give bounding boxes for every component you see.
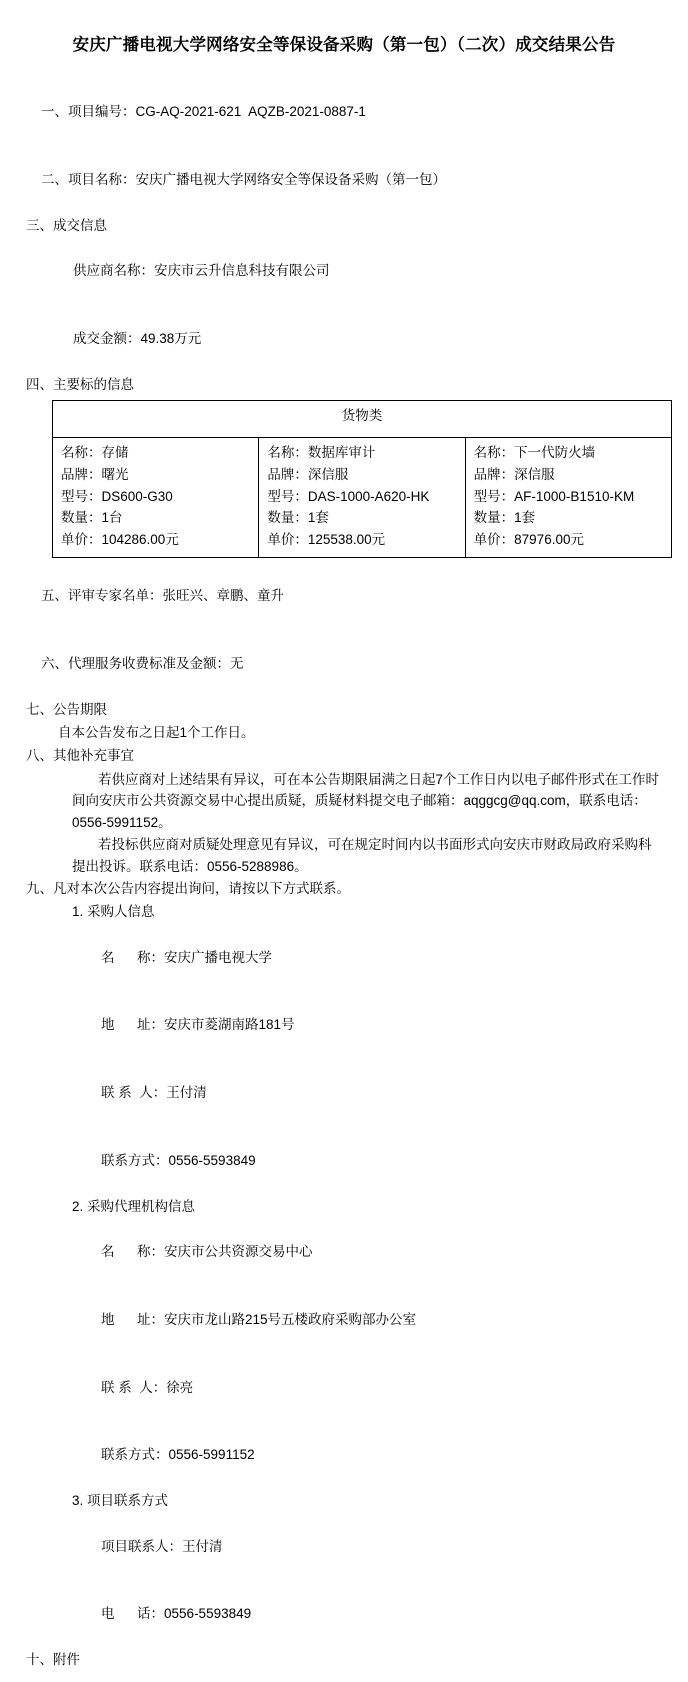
supplier-name-value: 安庆市云升信息科技有限公司 xyxy=(154,263,330,279)
item-2-price-value: 125538.00元 xyxy=(307,532,386,548)
item-2-brand-label: 品牌： xyxy=(267,466,308,482)
section-project-name xyxy=(26,147,662,214)
item-3-name-label: 名称： xyxy=(473,444,515,460)
item-1-model xyxy=(61,486,250,508)
item-2-qty xyxy=(267,507,456,529)
item-2-qty-value: 1套 xyxy=(307,510,329,526)
goods-cell-item-2 xyxy=(259,437,465,557)
item-3-model-value: AF-1000-B1510-KM xyxy=(514,488,635,504)
item-1-price-value: 104286.00元 xyxy=(101,532,179,548)
item-2-model-value: DAS-1000-A620-HK xyxy=(307,488,430,504)
agency-address-row xyxy=(26,1287,662,1354)
item-2-qty-label: 数量： xyxy=(267,510,308,526)
purchaser-address-value: 安庆市菱湖南路181号 xyxy=(164,1017,295,1033)
project-contact-tel-row xyxy=(26,1581,662,1648)
item-1-price xyxy=(61,529,250,551)
section-agency-fee-label: 六、代理服务收费标准及金额： xyxy=(41,656,231,672)
section-project-name-value: 安庆广播电视大学网络安全等保设备采购（第一包） xyxy=(135,172,447,188)
award-amount-value: 49.38万元 xyxy=(140,331,202,347)
purchaser-tel-value: 0556-5593849 xyxy=(168,1152,256,1168)
item-1-model-label: 型号： xyxy=(61,488,102,504)
item-3-qty-label: 数量： xyxy=(473,510,515,526)
agency-contact-row xyxy=(26,1354,662,1421)
supplier-name-row xyxy=(26,238,662,305)
item-2-model xyxy=(267,486,456,508)
item-1-price-label: 单价： xyxy=(61,532,102,548)
goods-table xyxy=(52,400,672,558)
purchaser-address-label: 地 址： xyxy=(101,1017,165,1033)
agency-name-row xyxy=(26,1219,662,1286)
agency-tel-row xyxy=(26,1422,662,1489)
section-contact-heading: 九、凡对本次公告内容提出询问，请按以下方式联系。 xyxy=(26,880,350,896)
agency-address-value: 安庆市龙山路215号五楼政府采购部办公室 xyxy=(164,1311,417,1327)
goods-cell-item-3 xyxy=(465,437,671,557)
agency-name-label: 名 称： xyxy=(101,1244,165,1260)
supplier-name-label: 供应商名称： xyxy=(73,263,155,279)
section-notice-period-value: 自本公告发布之日起1个工作日。 xyxy=(58,724,255,740)
agency-tel-value: 0556-5991152 xyxy=(168,1447,255,1463)
item-3-qty-value: 1套 xyxy=(514,510,536,526)
section-project-number-value: CG-AQ-2021-621 AQZB-2021-0887-1 xyxy=(135,104,366,120)
item-2-brand xyxy=(267,464,456,486)
section-attachments-heading: 十、附件 xyxy=(26,1651,80,1667)
item-1-name-label: 名称： xyxy=(61,444,102,460)
agency-tel-label: 联系方式： xyxy=(101,1447,169,1463)
section-project-number-label: 一、项目编号： xyxy=(41,104,136,120)
item-3-price-value: 87976.00元 xyxy=(514,532,584,548)
section-agency-fee xyxy=(26,631,662,698)
item-2-price xyxy=(267,529,456,551)
project-contact-person-value: 王付清 xyxy=(182,1538,223,1554)
section-project-number xyxy=(26,79,662,146)
item-1-brand-label: 品牌： xyxy=(61,466,102,482)
purchaser-contact-row xyxy=(26,1060,662,1127)
agency-contact-value: 徐亮 xyxy=(166,1379,194,1395)
section-project-name-label: 二、项目名称： xyxy=(41,172,136,188)
goods-cell-item-1 xyxy=(53,437,259,557)
section-agency-fee-value: 无 xyxy=(230,656,244,672)
item-3-brand-label: 品牌： xyxy=(473,466,515,482)
item-1-name-value: 存储 xyxy=(101,444,129,460)
goods-table-header-cell: 货物类 xyxy=(53,400,672,437)
agency-address-label: 地 址： xyxy=(101,1311,165,1327)
item-3-price-label: 单价： xyxy=(473,532,515,548)
agency-name-value: 安庆市公共资源交易中心 xyxy=(164,1244,313,1260)
goods-table-header-row xyxy=(53,400,672,437)
page-title: 安庆广播电视大学网络安全等保设备采购（第一包）（二次）成交结果公告 xyxy=(72,36,616,54)
goods-table-row xyxy=(53,437,672,557)
item-1-qty-label: 数量： xyxy=(61,510,102,526)
agency-contact-label: 联 系 人： xyxy=(101,1379,167,1395)
item-1-brand-value: 曙光 xyxy=(101,466,129,482)
section-award-info-heading: 三、成交信息 xyxy=(26,217,107,233)
section-notice-period-heading: 七、公告期限 xyxy=(26,701,107,717)
award-amount-label: 成交金额： xyxy=(73,331,141,347)
item-1-qty-value: 1台 xyxy=(101,510,123,526)
section-review-experts xyxy=(26,563,662,630)
section-main-items-heading: 四、主要标的信息 xyxy=(26,376,134,392)
other-matters-paragraph-1: 若供应商对上述结果有异议，可在本公告期限届满之日起7个工作日内以电子邮件形式在工作时间向安庆市公共资源交易中心提出质疑，质疑材料提交电子邮箱：aqggcg@qq.com，联系电话：0556-5991152。 xyxy=(72,771,660,831)
project-contact-heading: 3. 项目联系方式 xyxy=(72,1492,169,1508)
item-3-model xyxy=(474,486,663,508)
item-2-name xyxy=(267,442,456,464)
item-3-name-value: 下一代防火墙 xyxy=(514,444,596,460)
purchaser-tel-label: 联系方式： xyxy=(101,1152,169,1168)
item-2-name-label: 名称： xyxy=(267,444,308,460)
item-3-brand-value: 深信服 xyxy=(514,466,555,482)
purchaser-contact-label: 联 系 人： xyxy=(101,1085,167,1101)
item-2-name-value: 数据库审计 xyxy=(307,444,376,460)
item-3-price xyxy=(474,529,663,551)
other-matters-paragraph-2: 若投标供应商对质疑处理意见有异议，可在规定时间内以书面形式向安庆市财政局政府采购科提出投诉。联系电话：0556-5288986。 xyxy=(72,837,652,874)
purchaser-tel-row xyxy=(26,1128,662,1195)
item-1-brand xyxy=(61,464,250,486)
project-contact-person-row xyxy=(26,1513,662,1580)
section-other-matters-body xyxy=(26,769,662,878)
section-review-experts-value: 张旺兴、章鹏、童升 xyxy=(162,588,285,604)
project-contact-tel-label: 电 话： xyxy=(101,1606,165,1622)
purchaser-contact-value: 王付清 xyxy=(166,1085,207,1101)
section-review-experts-label: 五、评审专家名单： xyxy=(41,588,163,604)
item-1-qty xyxy=(61,507,250,529)
item-3-brand xyxy=(474,464,663,486)
item-2-price-label: 单价： xyxy=(267,532,308,548)
item-2-brand-value: 深信服 xyxy=(307,466,349,482)
item-3-model-label: 型号： xyxy=(473,488,515,504)
item-3-qty xyxy=(474,507,663,529)
agency-info-heading: 2. 采购代理机构信息 xyxy=(72,1198,196,1214)
item-1-model-value: DS600-G30 xyxy=(101,488,173,504)
purchaser-name-value: 安庆广播电视大学 xyxy=(164,949,273,965)
item-3-name xyxy=(474,442,663,464)
item-1-name xyxy=(61,442,250,464)
goods-table-wrapper xyxy=(52,400,672,558)
purchaser-address-row xyxy=(26,992,662,1059)
item-2-model-label: 型号： xyxy=(267,488,308,504)
purchaser-info-heading: 1. 采购人信息 xyxy=(72,904,155,920)
project-contact-tel-value: 0556-5593849 xyxy=(164,1606,252,1622)
purchaser-name-label: 名 称： xyxy=(101,949,165,965)
project-contact-person-label: 项目联系人： xyxy=(101,1538,183,1554)
section-other-matters-heading: 八、其他补充事宜 xyxy=(26,748,134,764)
award-amount-row xyxy=(26,306,662,373)
purchaser-name-row xyxy=(26,924,662,991)
